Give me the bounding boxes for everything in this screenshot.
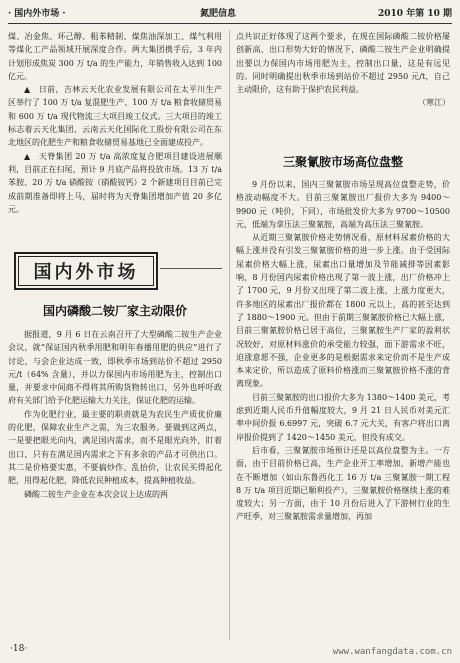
journal-name: 氮肥信息 [200,9,237,19]
article-title-dap: 国内磷酸二铵厂家主动限价 [42,304,187,318]
paragraph: 9 月份以来，国内三聚氰胺市场呈现高位盘整走势，价格波动幅度不大。目前三聚氰胺出厂报价大多为 9400～9900 元（吨价，下同），市场批发价大多为 9700～10500 元，低端为拿压法三聚氰胺，高端为高压法三聚氰胺。 [236,180,450,229]
page-number: ·18· [10,644,28,654]
paragraph: 据报道，9 月 6 日在云南召开了大型磷酸二铵生产企业会议，就“保证国内秋季用肥和明年春播用肥的供应”进行了讨论，与会企业达成一致，即秋季市场到站价不超过 2950 元/t（64% 含量），并以力保国内市场用肥为主，控制出口量，并要求中间商不得将其所购货物转出口，另外也呼吁政府有关部门给予化肥运输大力关注，保证化肥的运输。 [8,330,222,406]
paragraph: ▲ 日前，吉林云天化农业发展有限公司在太平川生产区举行了 100 万 t/a 复混肥生产、100 万 t/a 粮食收储贸易和 600 万 t/a 现代物流三大项目竣工仪式。三大项目的竣工标志着云天化集团、云南云天化国际化工股份有限公司在东北地区的化肥生产和粮食收储贸易基地已全面建成投产。 [8,85,222,148]
running-header [8,6,452,22]
watermark: www.wanfangdata.com.cn [332,647,452,657]
header-rule [8,23,452,24]
right-column-top [236,30,450,110]
paragraph: 煤、冶金焦、环己醇、粗苯精制、煤焦油深加工、煤气利用等煤化工产品领域开展深度合作。两大集团携手后，3 年内计划形成焦炭 300 万 t/a 的生产能力，年销售收入达到 100 亿元。 [8,32,222,81]
article-title-melamine: 三聚氰胺市场高位盘整 [282,155,403,169]
column-divider [229,30,230,640]
paragraph: 作为化肥行业，最主要的职责就是为农民生产质优价廉的化肥，保障农业生产之需，为三农服务。要做到这两点，一是要把眼光向内，满足国内需求，而不是眼光向外，盯着出口，只有在满足国内需求之下有多余的产品才可供出口。其二是价格要实惠，不要搞炒作、乱抬价，让农民买得起化肥，用得起化肥，降低农民种植成本，提高种植收益。 [8,409,222,486]
section-banner [14,252,158,290]
left-column [8,30,222,216]
right-article-body [236,178,450,524]
banner-rule [160,268,222,269]
source-attribution: （寒江） [418,98,450,108]
paragraph: 点共识正好体现了这两个要求，在现在国际磷酸二铵价格屡创新高、出口形势大好的情况下，磷酸二铵生产企业明确提出要以力保国内市场用肥为主，控制出口量，这是有远见的。同时明确提出秋季市场到站价不超过 2950 元/t，自己主动限价，这有助于保护农民利益。 [236,32,450,95]
paragraph: 后市看，三聚氰胺市场预计还是以高位盘整为主。一方面，由于目前价格已高，生产企业开工率增加，新增产能也在不断增加（如山东鲁西化工 16 万 t/a 三聚氰胺一期工程 8 万 t/a 项目近期已顺利投产），三聚氰胺价格继续上涨的难度较大；另一方面，由于 10 月份后进入了下游树行业的生产旺季，对三聚氰胺需求量增加，再加 [236,445,450,522]
paragraph: 目前三聚氰胺的出口报价大多为 1380～1400 美元，考虑到近期人民币升值幅度较大，9 月 21 日人民币对美元汇率中间价报 6.6997 元，突破 6.7 元大关，有客户将出口离岸报价提到了 1420～1450 美元，但没有成交。 [236,392,450,442]
paragraph: ▲ 天脊集团 20 万 t/a 高浓度复合肥项目建设进展顺利，目前正在扫尾，预计 9 月底产品将投放市场。13 万 t/a 苯胺、20 万 t/a 硝酸铵（硝酸铵钙）2 个新建项目目前已完成前期准备即将上马，届时将为天脊集团增加产值 20 多亿元。 [8,151,222,214]
left-article-body [8,328,222,501]
issue-label: 2010 年第 10 期 [378,9,452,19]
section-label: · 国内外市场 · [8,9,66,19]
paragraph: 磷酸二铵生产企业在本次会议上达成的两 [24,489,168,499]
section-banner-text: 国内外市场 [33,262,139,283]
paragraph: 从近期三聚氰胺价格走势情况看，原材料尿素价格的大幅上涨并没有引发三聚氰胺价格的进一步上涨。由于受国际尿素价格大幅上涨，尿素出口量增加及节能减排等因素影响，8 月份国内尿素价格出现了第一波上涨，出厂价格冲上了 1700 元，9 月份又出现了第二波上涨，上涨力度更大，许多地区的尿素出厂报价都在 1800 元以上，高的甚至达到了 1880～1900 元。但由于前期三聚氰胺价格已大幅上涨，目前三聚氰胺价格已居于高位，三聚氰胺生产厂家的盈利状况较好，对原材料涨价的承受能力较强，面下游需求不旺，迫涨意愿不强，企业更多的是根据需求来定价而不是生产成本来定价，所以造成了原料价格涨而三聚氰胺价格不涨的背离现象。 [236,233,450,389]
